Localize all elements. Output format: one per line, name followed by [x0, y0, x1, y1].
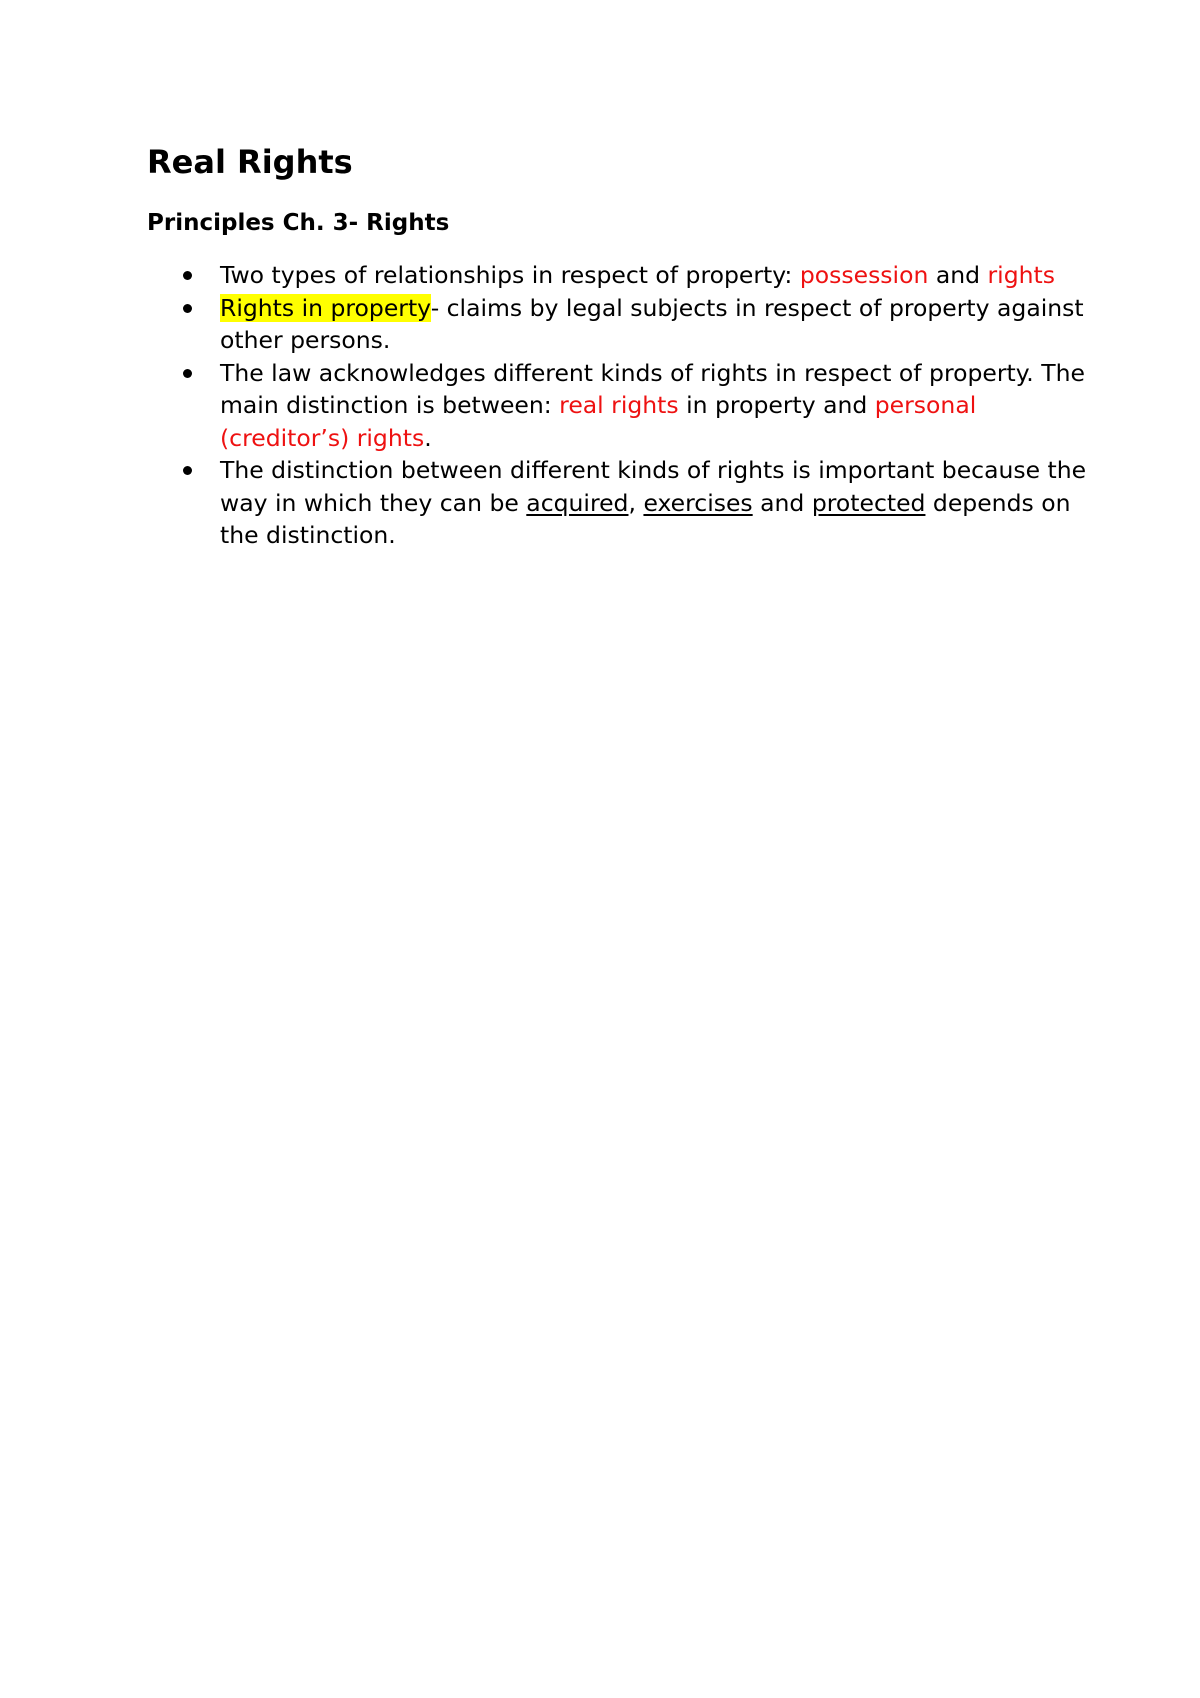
- document-title: Real Rights: [147, 143, 353, 181]
- term-possession: possession: [799, 261, 929, 289]
- bullet-dot-icon: [183, 304, 192, 313]
- bullet-text: and: [752, 488, 812, 517]
- bullet-text: and: [928, 261, 988, 289]
- bullet-dot-icon: [183, 369, 192, 378]
- bullet-text: .: [424, 423, 432, 452]
- bullet-text: The distinction between different kinds of rights is important because the way in which they can be: [220, 456, 1087, 517]
- bullet-item-rights-in-property: [220, 292, 1100, 357]
- underlined-protected: protected: [811, 488, 926, 517]
- section-heading: Principles Ch. 3- Rights: [147, 210, 450, 236]
- bullet-item-kinds-of-rights: [220, 357, 1100, 455]
- highlighted-term: Rights in property: [220, 293, 431, 322]
- bullet-dot-icon: [183, 466, 192, 475]
- bullet-text: The law acknowledges different kinds of rights in respect of property. The main distinction is between:: [220, 358, 1085, 419]
- bullet-item-relationships: [220, 259, 1100, 292]
- term-real-rights: real rights: [559, 391, 679, 419]
- underlined-acquired: acquired: [526, 488, 629, 517]
- bullet-list: [220, 259, 1100, 552]
- bullet-text: ,: [628, 488, 644, 517]
- bullet-dot-icon: [183, 271, 192, 280]
- bullet-item-distinction: [220, 454, 1100, 552]
- term-rights: rights: [987, 261, 1055, 289]
- term-personal-rights: personal (creditor’s) rights: [220, 391, 977, 452]
- bullet-text: depends on the distinction.: [220, 488, 1071, 549]
- bullet-text: in property and: [678, 391, 875, 419]
- bullet-text: Two types of relationships in respect of property:: [220, 261, 800, 289]
- bullet-text: - claims by legal subjects in respect of property against other persons.: [220, 293, 1084, 354]
- underlined-exercises: exercises: [643, 488, 753, 517]
